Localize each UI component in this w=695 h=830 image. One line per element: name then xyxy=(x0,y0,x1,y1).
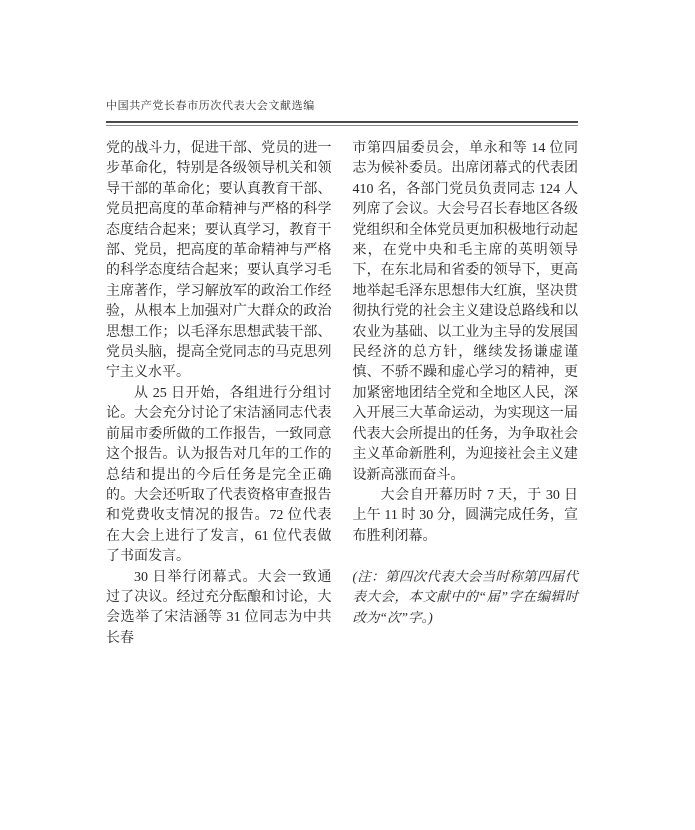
left-paragraph-continuation: 党的战斗力，促进干部、党员的进一步革命化，特别是各级领导机关和领导干部的革命化；要认真教育干部、党员把高度的革命精神与严格的科学态度结合起来；要认真学习，教育干部、党员，把高度的革命精神与严格的科学态度结合起来；要认真学习毛主席著作，学习解放军的政治工作经验，从根本上加强对广大群众的政治思想工作；以毛泽东思想武装干部、党员头脑，提高全党同志的马克思列宁主义水平。 xyxy=(106,141,332,381)
left-paragraph-3: 30 日举行闭幕式。大会一致通过了决议。经过充分酝酿和讨论，大会选举了宋洁涵等 31 位同志为中共长春 xyxy=(106,569,332,646)
running-header-title: 中国共产党长春市历次代表大会文献选编 xyxy=(106,100,315,112)
page-content xyxy=(106,99,578,649)
left-paragraph-2: 从 25 日开始，各组进行分组讨论。大会充分讨论了宋洁涵同志代表前届市委所做的工作报告，一致同意这个报告。认为报告对几年的工作的总结和提出的今后任务是完全正确的。大会还听取了代表资格审查报告和党费收支情况的报告。72 位代表在大会上进行了发言，61 位代表做了书面发言。 xyxy=(106,385,332,565)
right-paragraph-continuation: 市第四届委员会，单永和等 14 位同志为候补委员。出席闭幕式的代表团 410 名，各部门党员负责同志 124 人列席了会议。大会号召长春地区各级党组织和全体党员更加积极地行动起来，在党中央和毛主席的英明领导下，在东北局和省委的领导下，更高地举起毛泽东思想伟大红旗，坚决贯彻执行党的社会主义建设总路线和以农业为基础、以工业为主导的发展国民经济的总方针，继续发扬谦虚谨慎、不骄不躁和虚心学习的精神，更加紧密地团结全党和全地区人民，深入开展三大革命运动，为实现这一届代表大会所提出的任务，为争取社会主义革命新胜利，为迎接社会主义建设新高涨而奋斗。 xyxy=(352,141,578,483)
editorial-note: (注：第四次代表大会当时称第四届代表大会，本文献中的“届”字在编辑时改为“次”字。) xyxy=(352,569,578,625)
right-paragraph-2: 大会自开幕历时 7 天，于 30 日上午 11 时 30 分，圆满完成任务，宣布胜利闭幕。 xyxy=(352,487,578,544)
right-column xyxy=(353,139,579,649)
text-columns xyxy=(106,139,578,649)
header-double-rule xyxy=(106,121,578,126)
left-column xyxy=(106,139,332,649)
